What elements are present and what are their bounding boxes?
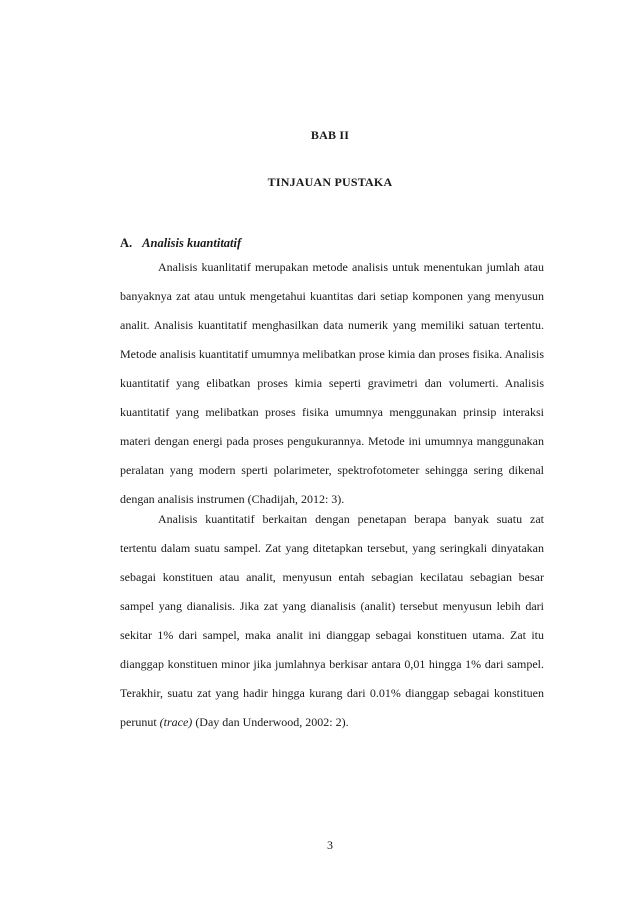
paragraph-2-text bbox=[120, 505, 544, 737]
paragraph-2-main: Analisis kuantitatif berkaitan dengan penetapan berapa banyak suatu zat tertentu dalam suatu sampel. Zat yang ditetapkan tersebut, yang seringkali dinyatakan sebagai konstituen atau analit, menyusun entah sebagian kecilatau sebagian besar sampel yang dianalisis. Jika zat yang dianalisis (analit) tersebut menyusun lebih dari sekitar 1% dari sampel, maka analit ini dianggap sebagai konstituen utama. Zat itu dianggap konstituen minor jika jumlahnya berkisar antara 0,01 hingga 1% dari sampel. Terakhir, suatu zat yang hadir hingga kurang dari 0.01% dianggap sebagai konstituen perunut bbox=[120, 512, 544, 729]
paragraph-1-text: Analisis kuanlitatif merupakan metode analisis untuk menentukan jumlah atau banyaknya zat atau untuk mengetahui kuantitas dari setiap komponen yang menyusun analit. Analisis kuantitatif menghasilkan data numerik yang memiliki satuan tertentu. Metode analisis kuantitatif umumnya melibatkan prose kimia dan proses fisika. Analisis kuantitatif yang elibatkan proses kimia seperti gravimetri dan volumerti. Analisis kuantitatif yang melibatkan proses fisika umumnya menggunakan prinsip interaksi materi dengan energi pada proses pengukurannya. Metode ini umumnya manggunakan peralatan yang modern sperti polarimeter, spektrofotometer sehingga sering dikenal dengan analisis instrumen (Chadijah, 2012: 3). bbox=[120, 260, 544, 506]
section-letter: A. bbox=[120, 236, 133, 250]
paragraph-2-citation: (Day dan Underwood, 2002: 2). bbox=[195, 715, 349, 729]
section-heading bbox=[120, 236, 241, 251]
chapter-title: TINJAUAN PUSTAKA bbox=[267, 175, 393, 189]
paragraph-2-italic-term: (trace) bbox=[159, 715, 193, 729]
chapter-number: BAB II bbox=[310, 128, 350, 142]
section-title: Analisis kuantitatif bbox=[142, 236, 242, 250]
paragraph-2 bbox=[120, 505, 544, 737]
paragraph-1 bbox=[120, 253, 544, 514]
page-number: 3 bbox=[327, 838, 333, 852]
